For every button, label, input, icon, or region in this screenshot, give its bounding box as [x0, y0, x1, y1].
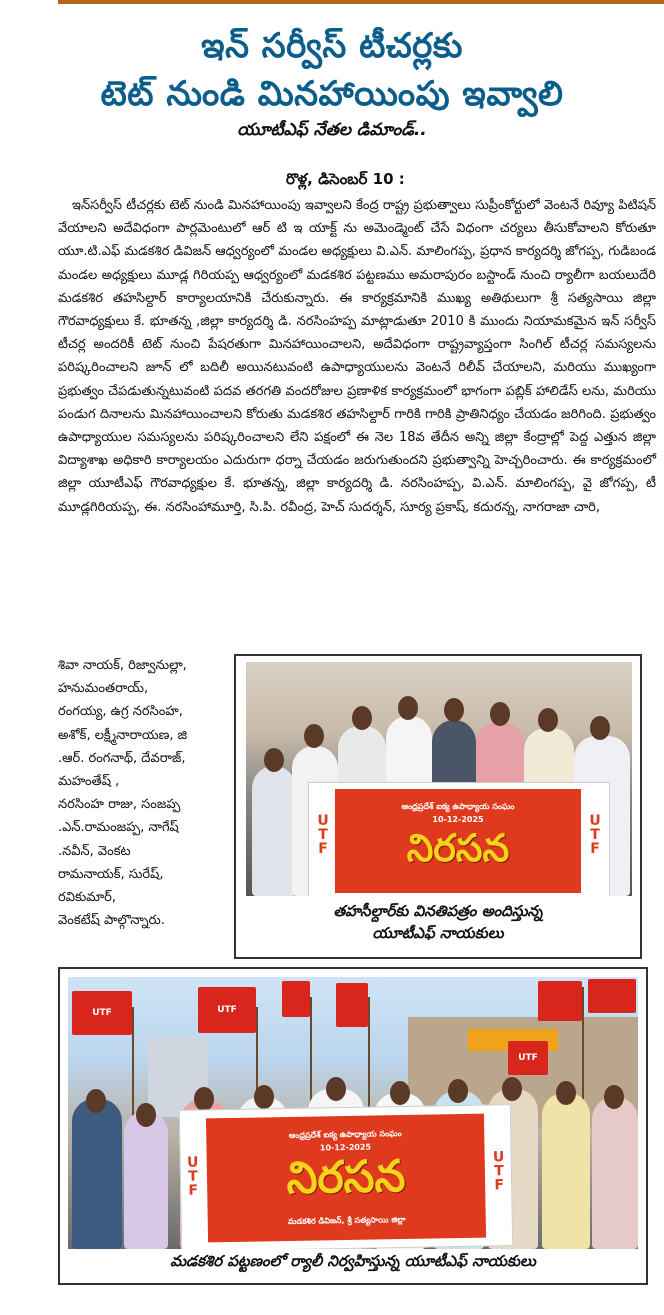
photo-rally: [68, 977, 638, 1249]
utf-flag: [336, 983, 368, 1027]
utf-flag: UTF: [72, 991, 132, 1035]
banner-date: 10-12-2025: [432, 815, 484, 824]
person-head: [390, 1081, 410, 1105]
person-figure: [124, 1111, 168, 1249]
name-line: రంగయ్య, ఉగ్ర నరసింహ,: [58, 704, 183, 720]
person-head: [86, 1089, 106, 1113]
banner-side-label: UTF: [184, 1154, 202, 1197]
person-head: [136, 1103, 156, 1127]
person-head: [398, 696, 418, 720]
person-head: [304, 724, 324, 748]
protest-banner: [308, 782, 610, 896]
utf-flag: [282, 981, 310, 1017]
person-figure: [252, 766, 296, 896]
article-body: [58, 194, 656, 519]
photo-memorandum: [246, 662, 632, 896]
headline-line2: టెట్ నుండి మినహాయింపు ఇవ్వాలి: [100, 74, 564, 114]
name-line: అశోక్, లక్ష్మీనారాయణ, జి: [58, 727, 188, 743]
banner-panel: [206, 1114, 486, 1243]
name-line: .నవీన్, వెంకట: [58, 843, 131, 859]
photo-caption: మడకశిర పట్టణంలో ర్యాలీ నిర్వహిస్తున్న యూటీఎఫ్ నాయకులు: [170, 1252, 536, 1270]
utf-flag: [588, 979, 636, 1013]
person-head: [538, 708, 558, 732]
names-list: [58, 654, 238, 932]
person-head: [264, 748, 284, 772]
name-line: మహంతేష్ ,: [58, 774, 120, 790]
banner-footer: మడకశిర డివిజన్, శ్రీ సత్యసాయి జిల్లా: [287, 1214, 406, 1226]
banner-side-label: UTF: [490, 1149, 508, 1192]
person-head: [352, 706, 372, 730]
headline-line1: ఇన్ సర్వీస్ టీచర్లకు: [201, 26, 463, 66]
banner-side-label: UTF: [587, 813, 603, 855]
person-head: [490, 702, 510, 726]
person-head: [444, 698, 464, 722]
person-head: [590, 716, 610, 740]
person-head: [502, 1077, 522, 1101]
photo-frame-memorandum: [234, 654, 642, 959]
name-line: వెంకటేష్ పాల్గొన్నారు.: [58, 913, 165, 929]
protest-banner: [179, 1104, 513, 1249]
flag-pole: [368, 997, 370, 1117]
person-figure: [72, 1099, 122, 1249]
banner-date: 10-12-2025: [319, 1142, 372, 1152]
subheadline: యూటీఎఫ్ నేతల డిమాండ్..: [237, 120, 427, 140]
name-line: హనుమంతరాయ్,: [58, 681, 149, 697]
banner-side-label: UTF: [315, 813, 331, 855]
banner-main-text: నిరసన: [406, 826, 510, 870]
banner-header: ఆంధ్రప్రదేశ్ ఐక్య ఉపాధ్యాయ సంఘం: [288, 1128, 402, 1140]
person-head: [254, 1085, 274, 1109]
photo-frame-rally: [58, 967, 648, 1285]
utf-flag: UTF: [508, 1041, 548, 1075]
person-head: [448, 1079, 468, 1103]
name-line: .ఆర్. రంగనాథ్, దేవరాజ్,: [58, 750, 186, 766]
utf-flag: [538, 981, 582, 1021]
person-figure: [542, 1093, 590, 1249]
banner-main-text: నిరసన: [286, 1150, 406, 1204]
photo-caption: [236, 900, 640, 944]
utf-flag: UTF: [198, 987, 256, 1033]
top-rule: [58, 0, 664, 4]
next-headline-cropped: [170, 1300, 500, 1315]
caption-line: యూటీఎఫ్ నాయకులు: [372, 924, 504, 942]
name-line: .ఎన్.రామంజప్ప, నాగేష్: [58, 820, 179, 836]
person-head: [556, 1081, 576, 1105]
person-head: [194, 1087, 214, 1111]
name-line: శివా నాయక్, రిజ్వానుల్లా,: [58, 658, 187, 673]
name-line: రామనాయక్, సురేష్,: [58, 866, 164, 882]
dateline: రొళ్ల, డిసెంబర్ 10 :: [286, 170, 405, 188]
banner-panel: [335, 789, 581, 893]
article-paragraph: ఇన్‌సర్వీస్ టీచర్లకు టెట్ నుండి మినహాయింపు ఇవ్వాలని కేంద్ర రాష్ట్ర ప్రభుత్వాలు సుప్రీంకోర్టులో వెంటనే రివ్యూ పిటిషన్ వేయాలని అదేవిధంగా పార్లమెంటులో ఆర్ టి ఇ యాక్ట్ ను అమెండ్మెంట్ చేసే విధంగా చర్యలు తీసుకోవాలని కోరుతూ యూ.టి.ఎఫ్ మడకశిర డివిజన్ ఆధ్వర్యంలో మండల అధ్యక్షులు వి.ఎన్. మాలింగప్ప, ప్రధాన కార్యదర్శి జోగప్ప, గుడిబండ మండల అధ్యక్షులు మూడ్ల గిరియప్ప ఆధ్వర్యంలో మడకశిర పట్టణము అమరాపురం బస్టాండ్ నుంచి ర్యాలీగా బయలుదేరి మడకశిర తహసిల్దార్ కార్యాలయానికి చేరుకున్నారు. ఈ కార్యక్రమానికి ముఖ్య అతిథులుగా శ్రీ సత్యసాయి జిల్లా గౌరవాధ్యక్షులు కే. భూతన్న ,జిల్లా కార్యదర్శి డి. నరసింహప్ప మాట్లాడుతూ 2010 కి ముందు నియామకమైన ఇన్ సర్వీస్ టీచర్ల అందరికీ టెట్ నుంచి పేషరతుగా మినహాయించాలని, అదేవిధంగా రాష్ట్రవ్యాప్తంగా సింగిల్ టీచర్ల సమస్యలను పరిష్కరించాలని జూన్ లో బదిలీ అయినటువంటి ఉపాధ్యాయులను వెంటనే రిలీవ్ చేయాలని, మరియు ముఖ్యంగా ప్రభుత్వం చేపడుతున్నటువంటి పదవ తరగతి వందరోజుల ప్రణాళిక కార్యక్రమంలో భాగంగా పబ్లిక్ హాలిడేస్ లను, మరియు పండుగ దినాలను మినహాయించాలని కోరుతు మడకశిర తహసిల్దార్ గారికి గారికి ప్రాతినిధ్యం చేయడం జరిగింది. ప్రభుత్వం ఉపాధ్యాయుల సమస్యలను పరిష్కరించాలని లేని పక్షంలో ఈ నెల 18వ తేదీన అన్ని జిల్లా కేంద్రాల్లో పెద్ద ఎత్తున జిల్లా విద్యాశాఖ అధికారి కార్యాలయం ఎదురుగా ధర్నా చేయడం జరుగుతుందని ప్రభుత్వాన్ని హెచ్చరించారు. ఈ కార్యక్రమంలో జిల్లా యూటీఎఫ్ గౌరవాధ్యక్షుల కే. భూతన్న, జిల్లా కార్యదర్శి డి. నరసింహప్ప, వి.ఎన్. మాలింగప్ప, వై జోగప్ప, టీ మూడ్లగిరియప్ప, ఈ. నరసింహామూర్తి, సి.పి. రవీంద్ర, హెచ్ సుదర్శన్, సూర్య ప్రకాష్, కదురన్న, నాగరాజా చారి,: [58, 198, 656, 515]
banner-header: ఆంధ్రప్రదేశ్ ఐక్య ఉపాధ్యాయ సంఘం: [401, 802, 515, 811]
person-figure: [592, 1097, 638, 1249]
caption-line: తహసీల్దార్‌కు వినతిపత్రం అందిస్తున్న: [333, 902, 543, 920]
name-line: నరసింహ రాజు, సంజప్ప: [58, 797, 181, 813]
name-line: రవికుమార్,: [58, 890, 117, 906]
person-head: [326, 1077, 346, 1101]
person-head: [604, 1085, 624, 1109]
